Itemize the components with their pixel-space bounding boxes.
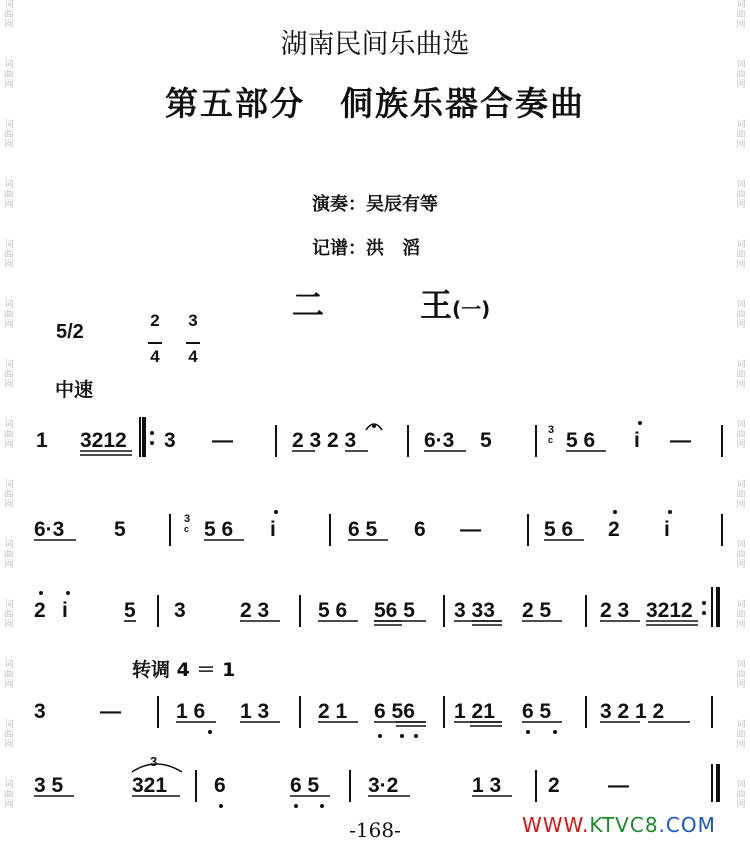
note: 2 [548, 774, 560, 797]
watermark-char: 网 [4, 260, 14, 270]
watermark-char: 曲 [4, 490, 14, 500]
watermark-char: 网 [4, 560, 14, 570]
note: 3 33 [454, 599, 495, 622]
watermark-char: 网 [736, 500, 746, 510]
transcriber-credit: 记谱：洪 滔 [312, 238, 420, 259]
note: 3·2 [368, 774, 399, 797]
watermark-char: 词 [736, 780, 746, 790]
watermark-char: 词 [4, 780, 14, 790]
note: 6 [214, 774, 226, 797]
watermark-char: 网 [4, 80, 14, 90]
octave-dot [668, 510, 672, 514]
note: 2 3 [240, 599, 270, 622]
watermark-char: 曲 [736, 250, 746, 260]
watermark-char: 网 [4, 740, 14, 750]
watermark-char: 曲 [736, 790, 746, 800]
note: 6 5 [522, 700, 552, 723]
watermark-char: 网 [736, 200, 746, 210]
note: 2 1 [318, 700, 348, 723]
watermark-char: 词 [736, 720, 746, 730]
watermark-char: 词 [736, 600, 746, 610]
watermark-char: 词 [4, 600, 14, 610]
dash: — [100, 700, 121, 723]
watermark-char: 网 [736, 440, 746, 450]
watermark-char: 网 [4, 680, 14, 690]
octave-dot [613, 510, 617, 514]
note: 5 6 [318, 599, 348, 622]
watermark-char: 网 [736, 140, 746, 150]
watermark-char: 词 [4, 360, 14, 370]
octave-dot [320, 804, 324, 808]
octave-dot [400, 734, 404, 738]
watermark-char: 网 [4, 800, 14, 810]
note: 2 5 [522, 599, 552, 622]
note: 3 [34, 700, 46, 723]
watermark-char: 网 [4, 440, 14, 450]
watermark-char: 词 [736, 480, 746, 490]
note: 6·3 [424, 429, 455, 452]
note: 6 56 [374, 700, 415, 723]
watermark-char: 曲 [4, 730, 14, 740]
grace-note: c [184, 524, 190, 534]
grace-note: 3 [184, 513, 191, 525]
octave-dot [274, 510, 278, 514]
watermark-char: 词 [4, 300, 14, 310]
note: 6 5 [348, 518, 378, 541]
note: 1 3 [240, 700, 270, 723]
watermark-char: 词 [4, 240, 14, 250]
watermark-char: 曲 [736, 310, 746, 320]
note: 6·3 [34, 518, 65, 541]
dash: — [670, 429, 691, 452]
watermark-char: 网 [736, 620, 746, 630]
tempo-marking: 中速 [55, 379, 94, 401]
watermark-char: 曲 [4, 310, 14, 320]
watermark-char: 曲 [4, 430, 14, 440]
watermark-char: 词 [4, 420, 14, 430]
watermark-char: 曲 [736, 490, 746, 500]
note: 5 [114, 518, 126, 541]
watermark-char: 网 [736, 680, 746, 690]
modulation-marking: 转调 4 ＝ 1 [132, 659, 236, 681]
watermark-char: 曲 [736, 370, 746, 380]
note: 1 21 [454, 700, 495, 723]
watermark-char: 曲 [736, 190, 746, 200]
key-text: 5/2 [56, 321, 84, 343]
watermark-char: 曲 [4, 10, 14, 20]
page-number: -168- [349, 818, 401, 842]
watermark-char: 曲 [736, 430, 746, 440]
note: 56 5 [374, 599, 415, 622]
note: 2 3 2 3 [292, 429, 357, 452]
watermark-char: 网 [736, 80, 746, 90]
watermark-char: 曲 [736, 10, 746, 20]
watermark-char: 曲 [736, 550, 746, 560]
note: 3 [174, 599, 186, 622]
watermark-char: 曲 [736, 130, 746, 140]
watermark-char: 曲 [4, 190, 14, 200]
note: 3 5 [34, 774, 64, 797]
watermark-char: 曲 [736, 70, 746, 80]
octave-dot [553, 730, 557, 734]
watermark-char: 词 [736, 420, 746, 430]
site-watermark [522, 813, 716, 837]
watermark-char: 词 [736, 540, 746, 550]
watermark-char: 曲 [4, 70, 14, 80]
note: 6 5 [290, 774, 320, 797]
song-title-sub: (一) [452, 297, 491, 321]
octave-dot [208, 730, 212, 734]
note: 5 6 [544, 518, 574, 541]
watermark-char: 网 [736, 560, 746, 570]
song-title-main: 二 王 [292, 286, 453, 324]
watermark-char: 词 [736, 240, 746, 250]
watermark-char: 词 [736, 180, 746, 190]
note: 5 6 [204, 518, 234, 541]
note: i [634, 429, 640, 452]
octave-dot [414, 734, 418, 738]
note: 5 [480, 429, 492, 452]
watermark-char: 曲 [4, 610, 14, 620]
repeat-dot [150, 441, 154, 445]
watermark-char: 词 [4, 540, 14, 550]
watermark-char: 网 [4, 140, 14, 150]
watermark-char: 网 [4, 200, 14, 210]
watermark-char: 词 [4, 180, 14, 190]
note: 5 [124, 599, 136, 622]
note: 2 [608, 518, 620, 541]
note: 1 [36, 429, 48, 452]
watermark-char: 网 [736, 740, 746, 750]
meter-2-4: 2 4 [148, 312, 162, 366]
grace-note: 3 [548, 424, 555, 436]
note: 3 2 1 2 [600, 700, 665, 723]
meter-3-4: 3 4 [186, 312, 200, 366]
watermark-char: 词 [4, 480, 14, 490]
note: 6 [414, 518, 426, 541]
watermark-char: 曲 [4, 550, 14, 560]
triplet-mark: 3 [150, 754, 158, 769]
watermark-char: 词 [736, 300, 746, 310]
repeat-dot [702, 611, 706, 615]
repeat-dot [702, 601, 706, 605]
watermark-char: 词 [4, 0, 14, 10]
octave-dot [219, 804, 223, 808]
watermark-char: 词 [736, 360, 746, 370]
watermark-char: 词 [4, 60, 14, 70]
watermark-char: 网 [4, 320, 14, 330]
note: 3212 [646, 599, 693, 622]
watermark-char: 曲 [736, 730, 746, 740]
octave-dot [39, 591, 43, 595]
watermark-char: 网 [736, 800, 746, 810]
octave-dot [526, 730, 530, 734]
note: i [664, 518, 670, 541]
repeat-dot [150, 431, 154, 435]
watermark-char: 曲 [4, 370, 14, 380]
section-title: 第五部分 侗族乐器合奏曲 [165, 84, 585, 123]
watermark-char: 网 [736, 20, 746, 30]
watermark-char: 网 [736, 260, 746, 270]
note: i [62, 599, 68, 622]
watermark-char: 网 [4, 380, 14, 390]
collection-title: 湖南民间乐曲选 [280, 29, 470, 60]
site-www: WWW. [522, 813, 590, 837]
note: 5 6 [566, 429, 596, 452]
watermark-char: 词 [4, 120, 14, 130]
watermark-char: 曲 [4, 250, 14, 260]
fermata-dot [372, 424, 376, 428]
note: 2 [34, 599, 46, 622]
watermark-char: 曲 [4, 670, 14, 680]
grace-note: c [548, 435, 554, 445]
watermark-char: 曲 [736, 670, 746, 680]
watermark-char: 网 [4, 20, 14, 30]
note: 1 6 [176, 700, 206, 723]
octave-dot [294, 804, 298, 808]
note: 3 [164, 429, 176, 452]
note: i [270, 518, 276, 541]
watermark-char: 词 [736, 60, 746, 70]
watermark-char: 网 [4, 620, 14, 630]
note: 321 [132, 774, 168, 797]
dash: — [460, 518, 481, 541]
watermark-char: 曲 [736, 610, 746, 620]
note: 1 3 [472, 774, 502, 797]
watermark-char: 词 [736, 120, 746, 130]
watermark-char: 曲 [4, 130, 14, 140]
dash: — [212, 429, 233, 452]
site-tld: .COM [658, 813, 716, 837]
watermark-char: 词 [4, 720, 14, 730]
octave-dot [66, 591, 70, 595]
watermark-char: 词 [736, 660, 746, 670]
octave-dot [638, 421, 642, 425]
watermark-char: 词 [736, 0, 746, 10]
watermark-char: 词 [4, 660, 14, 670]
watermark-char: 曲 [4, 790, 14, 800]
octave-dot [378, 734, 382, 738]
watermark-char: 网 [736, 320, 746, 330]
dash: — [608, 774, 629, 797]
performer-credit: 演奏：吴辰有等 [312, 194, 438, 215]
watermark-char: 网 [4, 500, 14, 510]
note: 3212 [80, 429, 127, 452]
site-name: KTVC8 [589, 813, 659, 837]
note: 2 3 [600, 599, 630, 622]
watermark-char: 网 [736, 380, 746, 390]
